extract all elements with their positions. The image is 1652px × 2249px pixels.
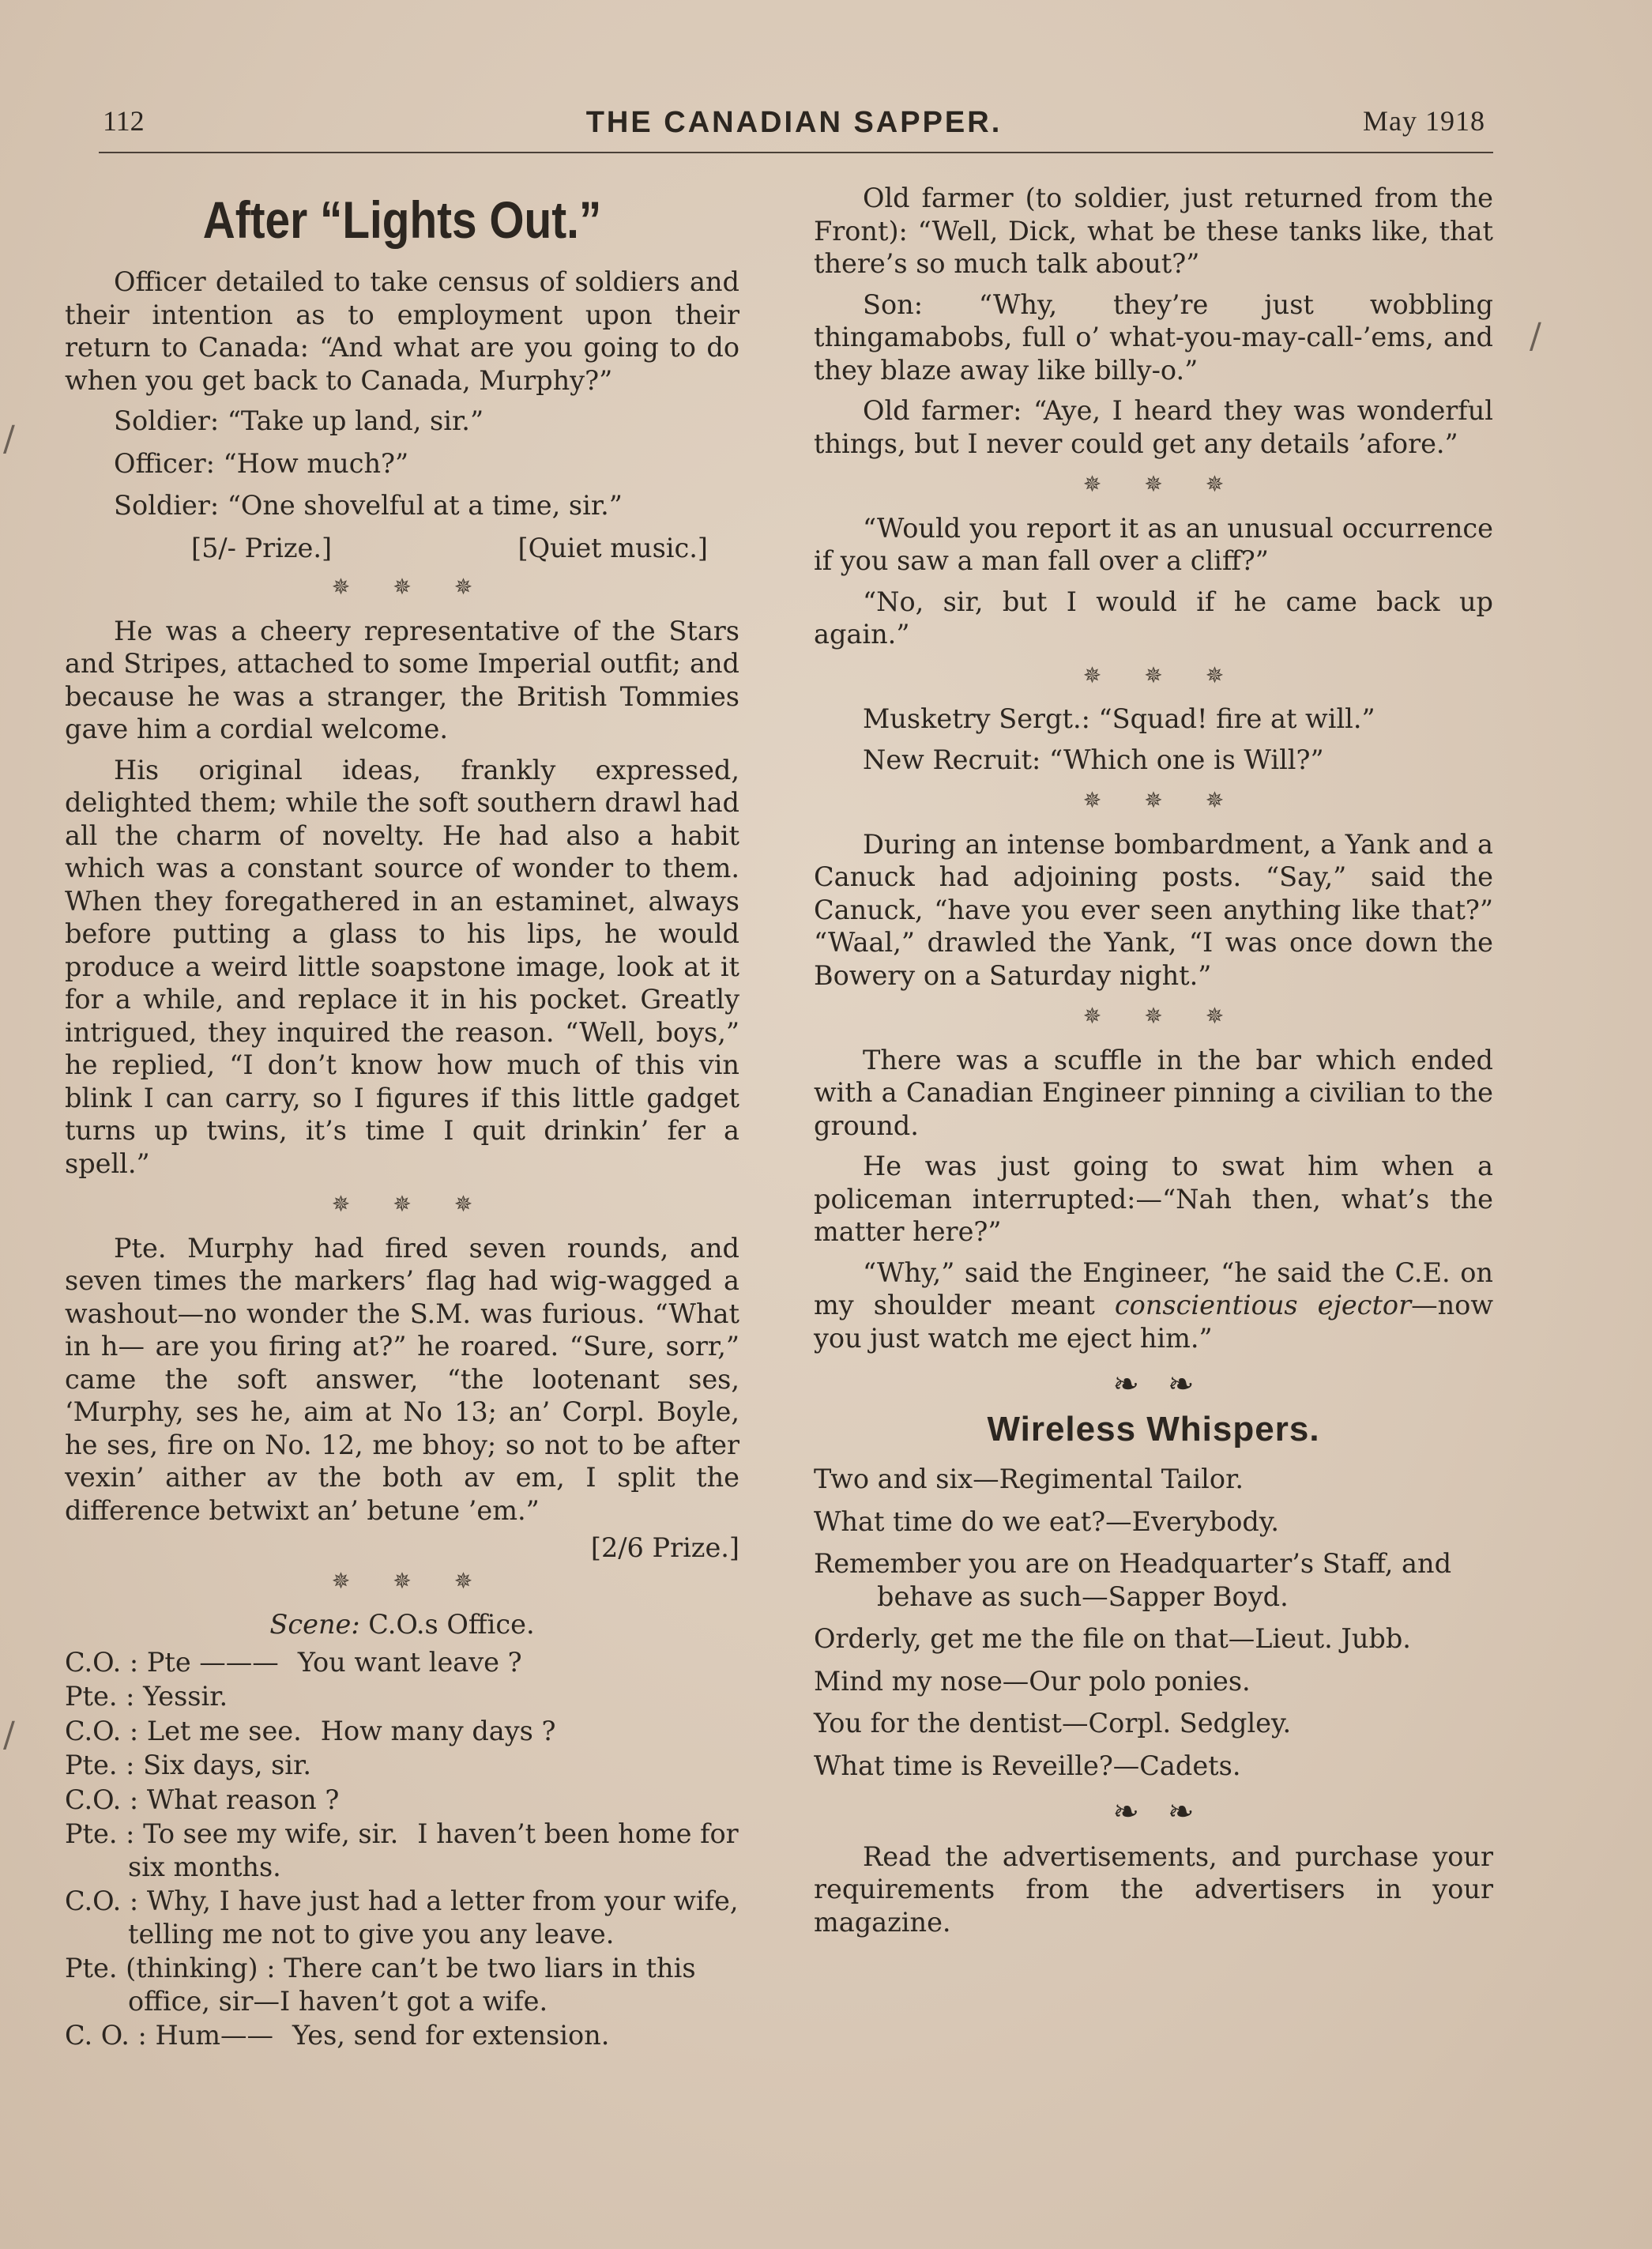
script-line <box>65 1784 739 1817</box>
dialogue-line: Officer: “How much?” <box>114 447 409 479</box>
script-dialogue <box>65 1646 739 2052</box>
paragraph: Old farmer: “Aye, I heard they was wonderful things, but I never could get any details ’afore.” <box>814 395 1493 459</box>
script-line <box>65 1885 739 1950</box>
speaker-label: C. O. : <box>65 2020 147 2051</box>
ornament-divider <box>814 1796 1493 1829</box>
speaker-label: Pte. (thinking) : <box>65 1953 276 1983</box>
speech-text: Let me see. <box>146 1715 302 1746</box>
asterism-icon: ✵ <box>1082 471 1145 497</box>
asterism-icon: ✵ <box>453 1191 516 1217</box>
fleuron-icon: ❧ <box>1168 1794 1223 1830</box>
script-line <box>65 2019 739 2052</box>
script-line <box>65 1715 739 1748</box>
section-title: Wireless Whispers. <box>987 1409 1320 1448</box>
paragraph: During an intense bombardment, a Yank and a Canuck had adjoining posts. “Say,” said the Canuck, “have you ever seen anything like that?” “Waal,” drawled the Yank, “I was once down the Bowery on a Saturday night.” <box>814 828 1493 991</box>
script-line <box>65 1646 739 1679</box>
paragraph: His original ideas, frankly expressed, delighted them; while the soft southern drawl had all the charm of novelty. He had also a habit which was a constant source of wonder to them. When they foregathered in an estaminet, always before putting a glass to his lips, he would produce a weird little soapstone image, look at it for a while, and replace it in his pocket. Greatly intrigued, they inquired the reason. “Well, boys,” he replied, “I don’t know how much of this vin blink I can carry, so I figures if this little gadget turns up twins, it’s time I quit drinkin’ fer a spell.” <box>65 754 739 1179</box>
journal-title: THE CANADIAN SAPPER. <box>585 106 1003 139</box>
text-run: “Why,” said the Engineer, “he said the C.E. on my shoulder meant <box>814 1256 1493 1320</box>
scene-heading <box>65 1608 739 1641</box>
asterism-icon: ✵ <box>1082 661 1145 688</box>
fleuron-icon: ❧ <box>1112 1794 1168 1830</box>
asterism-icon: ✵ <box>1205 1003 1267 1029</box>
whisper-item: Orderly, get me the file on that—Lieut. Jubb. <box>814 1623 1411 1654</box>
paragraph: He was a cheery representative of the Stars and Stripes, attached to some Imperial outfit; and because he was a stranger, the British Tommies gave him a cordial welcome. <box>65 615 739 744</box>
asterism-icon: ✵ <box>453 574 516 600</box>
speech-text: To see my wife, sir. <box>143 1818 399 1849</box>
text-run: —now you just watch me eject him.” <box>814 1290 1494 1354</box>
asterism-icon: ✵ <box>1144 1003 1206 1029</box>
speech-text: Pte ——— <box>146 1646 279 1678</box>
section-separator <box>65 571 739 604</box>
section-separator <box>814 659 1493 692</box>
fleuron-icon: ❧ <box>1112 1366 1168 1403</box>
whisper-item: What time do we eat?—Everybody. <box>814 1505 1279 1537</box>
speech-text: Six days, sir. <box>143 1750 312 1780</box>
paragraph: Pte. Murphy had fired seven rounds, and seven times the markers’ flag had wig-wagged a washout—no wonder the S.M. was furious. “What in h— are you firing at?” he roared. “Sure, sorr,” came the soft answer, “the lootenant ses, ‘Murphy, ses he, aim at No 13; an’ Corpl. Boyle, he ses, fire on No. 12, me bhoy; so not to be after vexin’ aither av the both av em, I split the difference betwixt an’ betune ’em.” <box>65 1232 739 1526</box>
section-separator <box>814 468 1493 501</box>
asterism-icon: ✵ <box>331 1191 393 1217</box>
speech-text: There can’t be two liars in this office, sir—I haven’t got a wife. <box>128 1953 696 2017</box>
whispers-list <box>814 1463 1493 1782</box>
paragraph: Son: “Why, they’re just wobbling thingamabobs, full o’ what-you-may-call-’ems, and they blaze away like billy-o.” <box>814 288 1493 386</box>
paragraph: New Recruit: “Which one is Will?” <box>863 744 1324 775</box>
whisper-item: Mind my nose—Our polo ponies. <box>814 1665 1251 1697</box>
script-line <box>65 1818 739 1883</box>
closing-paragraph: Read the advertisements, and purchase your requirements from the advertisers in your magazine. <box>814 1840 1493 1938</box>
speaker-label: Pte. : <box>65 1818 135 1849</box>
speaker-label: C.O. : <box>65 1646 139 1678</box>
paragraph: Old farmer (to soldier, just returned from the Front): “Well, Dick, what be these tanks like, that there’s so much talk about?” <box>814 183 1493 279</box>
asterism-icon: ✵ <box>1082 1003 1145 1029</box>
asterism-icon: ✵ <box>1205 787 1267 813</box>
speech-text: Yessir. <box>143 1681 228 1712</box>
asterism-icon: ✵ <box>331 574 393 600</box>
speaker-label: C.O. : <box>65 1885 139 1916</box>
article-title: After “Lights Out.” <box>202 190 602 249</box>
asterism-icon: ✵ <box>1144 661 1206 688</box>
left-column <box>65 182 739 2054</box>
paragraph: There was a scuffle in the bar which ended with a Canadian Engineer pinning a civilian to the ground. <box>814 1044 1493 1141</box>
asterism-icon: ✵ <box>393 574 454 600</box>
scene-label: Scene: <box>269 1609 360 1640</box>
asterism-icon: ✵ <box>1082 787 1145 813</box>
speech-text: Why, I have just had a letter from your wife, telling me not to give you any leave. <box>128 1885 739 1950</box>
asterism-icon: ✵ <box>1205 471 1267 497</box>
dialogue-line: Soldier: “One shovelful at a time, sir.” <box>114 490 623 521</box>
music-label: [Quiet music.] <box>517 532 708 563</box>
asterism-icon: ✵ <box>1144 471 1206 497</box>
speech-text: How many days ? <box>320 1715 556 1746</box>
asterism-icon: ✵ <box>393 1567 454 1594</box>
speech-text: You want leave ? <box>297 1646 522 1678</box>
whisper-item: What time is Reveille?—Cadets. <box>814 1750 1241 1781</box>
paragraph: Officer detailed to take census of soldiers and their intention as to employment upon their return to Canada: “And what are you going to do when you get back to Canada, Murphy?” <box>65 266 739 396</box>
emphasis-text: conscientious ejector <box>1114 1290 1412 1320</box>
margin-mark: / <box>3 419 15 459</box>
prize-label: [2/6 Prize.] <box>590 1532 739 1563</box>
paragraph: “No, sir, but I would if he came back up again.” <box>814 586 1493 650</box>
script-line <box>65 1680 739 1713</box>
prize-line <box>65 532 739 565</box>
speech-text: Hum—— <box>155 2020 274 2051</box>
whisper-item: Remember you are on Headquarter’s Staff, and behave as such—Sapper Boyd. <box>814 1548 1452 1612</box>
paragraph: Musketry Sergt.: “Squad! fire at will.” <box>863 703 1375 734</box>
speaker-label: C.O. : <box>65 1784 139 1815</box>
scene-place: C.O.s Office. <box>368 1609 535 1640</box>
fleuron-icon: ❧ <box>1168 1366 1223 1403</box>
margin-mark: / <box>3 1715 15 1755</box>
margin-mark: / <box>1530 316 1541 356</box>
speech-text: Yes, send for extension. <box>292 2020 610 2051</box>
speech-text: What reason ? <box>146 1784 340 1815</box>
script-line <box>65 1952 739 2017</box>
dialogue-line: Soldier: “Take up land, sir.” <box>114 405 484 436</box>
asterism-icon: ✵ <box>331 1567 393 1594</box>
whisper-item: Two and six—Regimental Tailor. <box>814 1464 1244 1494</box>
paragraph <box>814 1256 1493 1355</box>
ornament-divider <box>814 1366 1493 1403</box>
asterism-icon: ✵ <box>453 1567 516 1594</box>
paragraph: He was just going to swat him when a policeman interrupted:—“Nah then, what’s the matter here?” <box>814 1151 1493 1247</box>
asterism-icon: ✵ <box>1144 787 1206 813</box>
asterism-icon: ✵ <box>1205 661 1267 688</box>
script-line <box>65 1749 739 1782</box>
speaker-label: Pte. : <box>65 1750 135 1780</box>
speaker-label: Pte. : <box>65 1681 135 1712</box>
asterism-icon: ✵ <box>393 1191 454 1217</box>
speaker-label: C.O. : <box>65 1715 139 1746</box>
header-rule <box>99 152 1493 153</box>
section-separator <box>65 1188 739 1221</box>
prize-label: [5/- Prize.] <box>191 532 333 563</box>
issue-date: May 1918 <box>1363 105 1485 137</box>
page-number: 112 <box>103 105 145 137</box>
page-header <box>103 101 1485 149</box>
section-separator <box>65 1565 739 1598</box>
paragraph: “Would you report it as an unusual occurrence if you saw a man fall over a cliff?” <box>814 512 1493 576</box>
right-column <box>814 182 1493 1946</box>
section-separator <box>814 784 1493 817</box>
whisper-item: You for the dentist—Corpl. Sedgley. <box>814 1708 1292 1739</box>
section-separator <box>814 1000 1493 1033</box>
speech-text: I haven’t been home for six months. <box>128 1818 739 1882</box>
